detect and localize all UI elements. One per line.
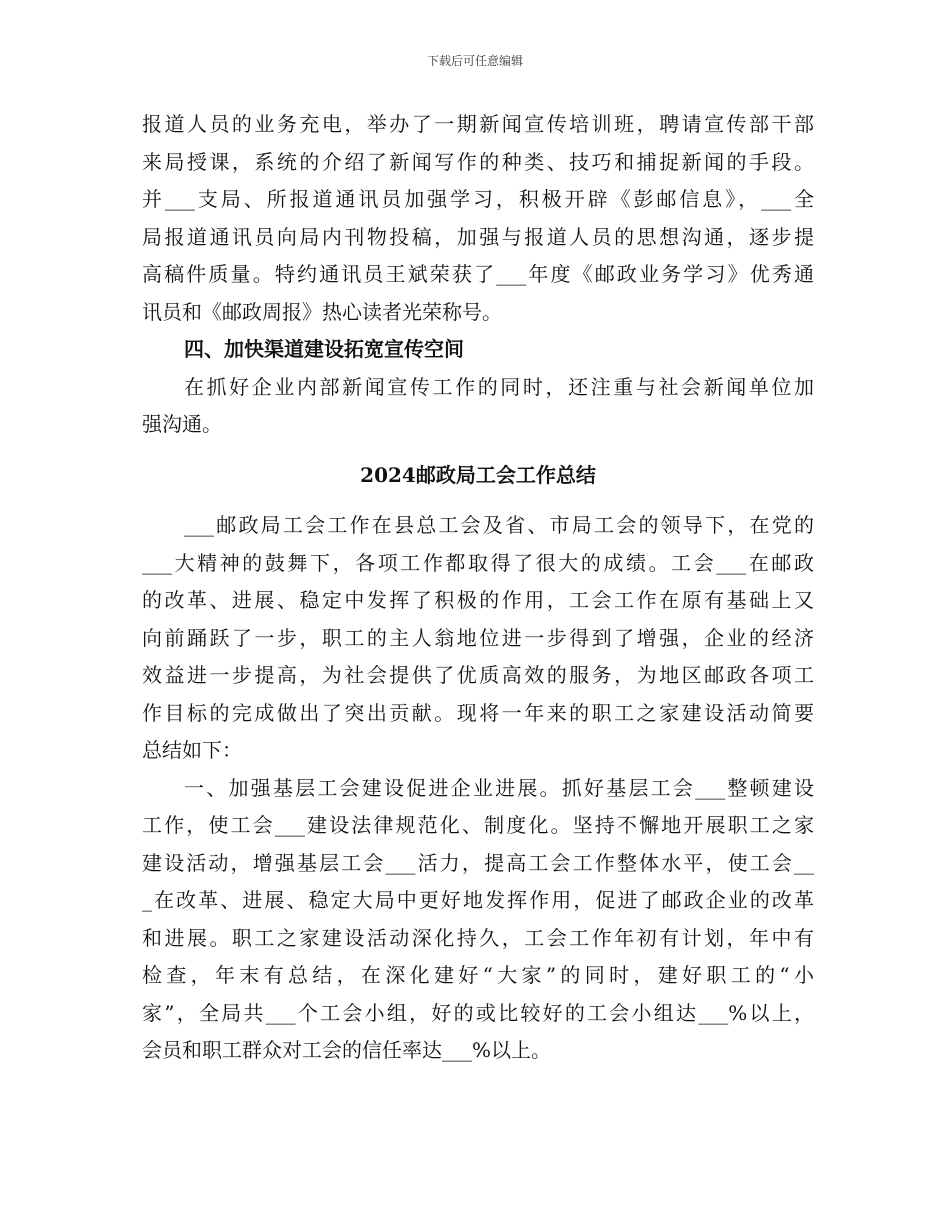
text-line: 并___支局、所报道通讯员加强学习，积极开辟《彭邮信息》，___全 bbox=[142, 187, 814, 211]
text-line: 和进展。职工之家建设活动深化持久，工会工作年初有计划，年中有 bbox=[142, 925, 814, 950]
text-line: 工作，使工会___建设法律规范化、制度化。坚持不懈地开展职工之家 bbox=[142, 813, 814, 837]
page-header: 下载后可任意编辑 bbox=[426, 54, 523, 68]
paragraph-intro bbox=[142, 507, 814, 770]
text-line: 局报道通讯员向局内刊物投稿，加强与报道人员的思想沟通，逐步提 bbox=[142, 224, 814, 249]
paragraph-section-four bbox=[142, 369, 814, 444]
document-title: 2024邮政局工会工作总结 bbox=[360, 462, 596, 487]
text-line: 报道人员的业务充电，举办了一期新闻宣传培训班，聘请宣传部干部 bbox=[142, 112, 814, 136]
text-line: 向前踊跃了一步，职工的主人翁地位进一步得到了增强，企业的经济 bbox=[142, 625, 814, 650]
text-line: 高稿件质量。特约通讯员王斌荣获了___年度《邮政业务学习》优秀通 bbox=[142, 262, 814, 286]
text-line: 一、加强基层工会建设促进企业进展。抓好基层工会___整顿建设 bbox=[184, 775, 814, 800]
section-heading: 四、加快渠道建设拓宽宣传空间 bbox=[184, 337, 464, 361]
text-line: 总结如下： bbox=[142, 738, 242, 762]
paragraph-continued bbox=[142, 106, 814, 331]
text-line: 强沟通。 bbox=[142, 412, 222, 436]
text-line: 效益进一步提高，为社会提供了优质高效的服务，为地区邮政各项工 bbox=[142, 663, 814, 687]
text-line: 讯员和《邮政周报》热心读者光荣称号。 bbox=[142, 299, 502, 324]
text-line: 在抓好企业内部新闻宣传工作的同时，还注重与社会新闻单位加 bbox=[184, 374, 814, 399]
text-line: _在改革、进展、稳定大局中更好地发挥作用，促进了邮政企业的改革 bbox=[142, 888, 814, 912]
text-line: 家”，全局共___个工会小组，好的或比较好的工会小组达___%以上， bbox=[142, 1000, 814, 1025]
text-line: 检查，年末有总结，在深化建好“大家”的同时，建好职工的“小 bbox=[142, 963, 814, 987]
text-line: ___邮政局工会工作在县总工会及省、市局工会的领导下，在党的 bbox=[184, 513, 814, 537]
text-line: ___大精神的鼓舞下，各项工作都取得了很大的成绩。工会___在邮政 bbox=[142, 550, 814, 575]
text-line: 作目标的完成做出了突出贡献。现将一年来的职工之家建设活动简要 bbox=[142, 700, 814, 725]
paragraph-section-one bbox=[142, 770, 814, 1070]
text-line: 来局授课，系统的介绍了新闻写作的种类、技巧和捕捉新闻的手段。 bbox=[142, 149, 814, 174]
text-line: 会员和职工群众对工会的信任率达___%以上。 bbox=[142, 1038, 552, 1062]
text-line: 建设活动，增强基层工会___活力，提高工会工作整体水平，使工会__ bbox=[142, 850, 814, 875]
text-line: 的改革、进展、稳定中发挥了积极的作用，工会工作在原有基础上又 bbox=[142, 588, 814, 612]
document-body bbox=[142, 106, 814, 1070]
